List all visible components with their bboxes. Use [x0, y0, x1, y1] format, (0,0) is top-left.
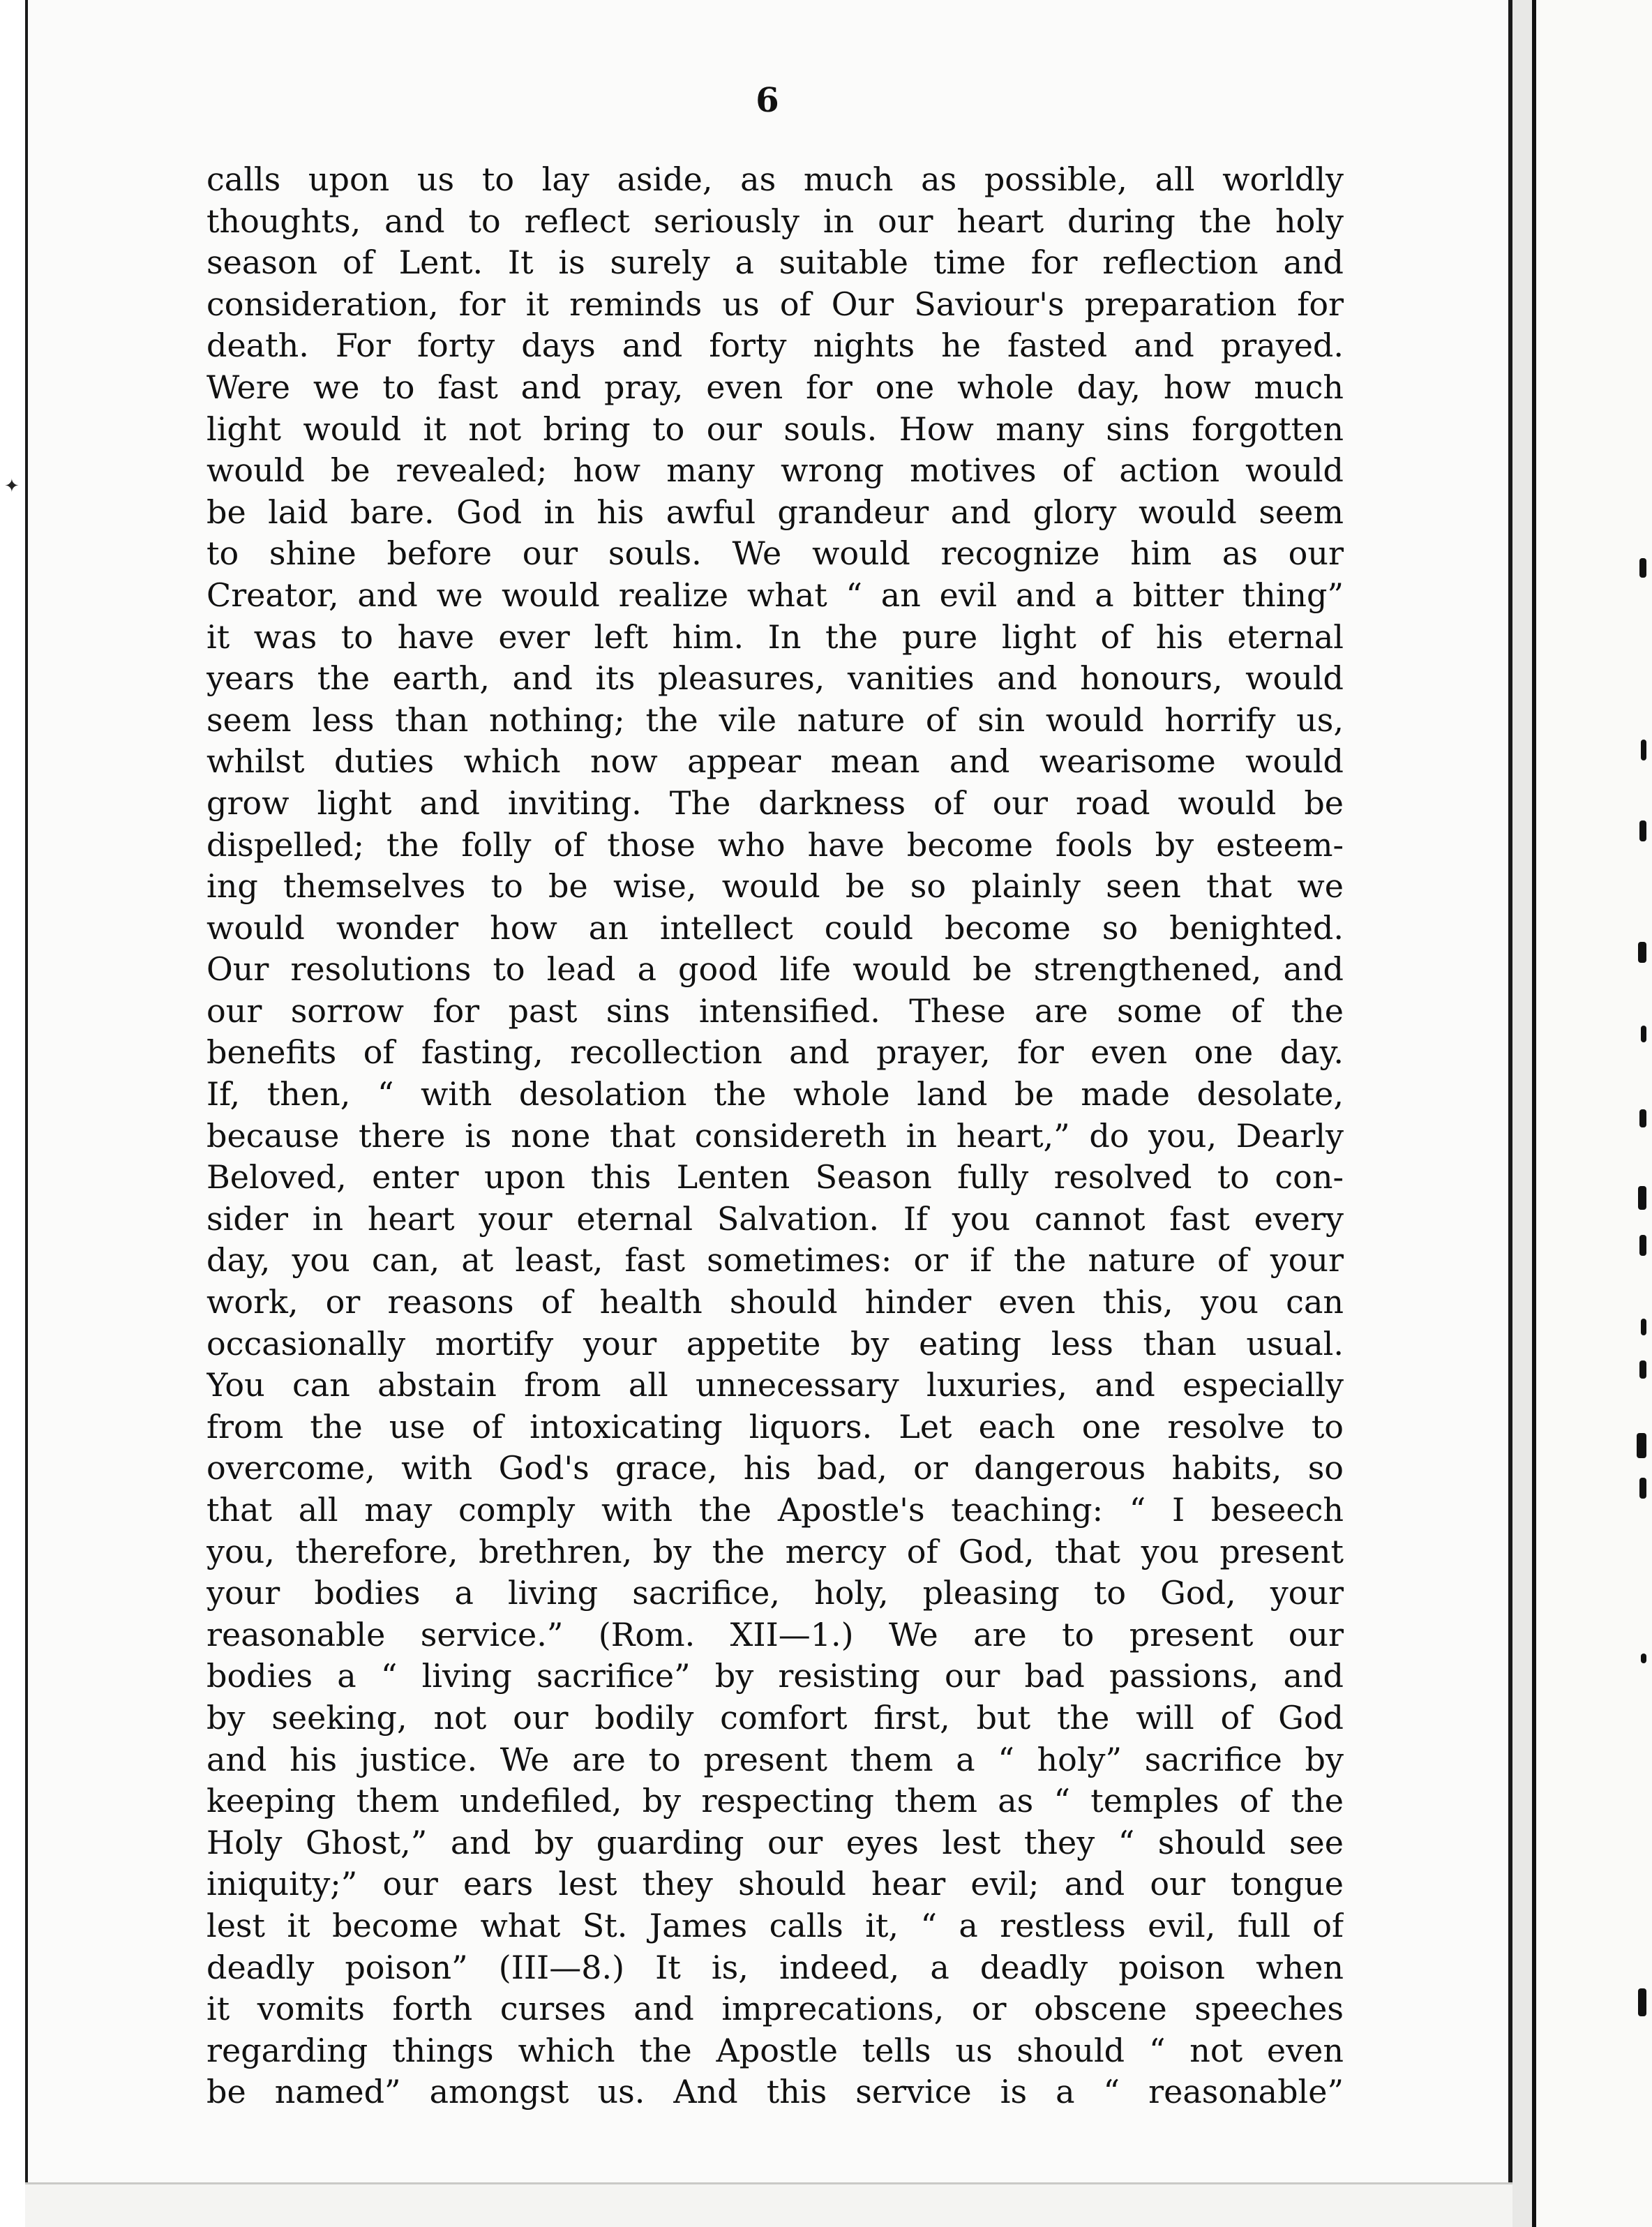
body-text	[206, 159, 1344, 2113]
next-page-edge	[1532, 0, 1652, 2227]
text-line: would be revealed; how many wrong motives of action would	[206, 451, 1344, 490]
edge-fragment	[1641, 1654, 1646, 1663]
text-line: Were we to fast and pray, even for one whole day, how much	[206, 368, 1344, 406]
text-line: and his justice. We are to present them a “ holy” sacrifice by	[206, 1740, 1344, 1778]
text-line: lest it become what St. James calls it, “ a restless evil, full of	[206, 1906, 1344, 1944]
edge-fragment	[1638, 1988, 1646, 2016]
text-line: it was to have ever left him. In the pure light of his eternal	[206, 617, 1344, 656]
text-line: regarding things which the Apostle tells us should “ not even	[206, 2031, 1344, 2069]
text-line: calls upon us to lay aside, as much as possible, all worldly	[206, 160, 1344, 198]
text-line: Holy Ghost,” and by guarding our eyes lest they “ should see	[206, 1823, 1344, 1861]
text-line: season of Lent. It is surely a suitable time for reflection and	[206, 243, 1344, 282]
text-line: you, therefore, brethren, by the mercy of God, that you present	[206, 1532, 1344, 1570]
text-line: light would it not bring to our souls. How many sins forgotten	[206, 410, 1344, 448]
text-line: seem less than nothing; the vile nature of sin would horrify us,	[206, 700, 1344, 739]
edge-fragment	[1637, 1433, 1646, 1458]
edge-fragment	[1639, 1235, 1646, 1256]
edge-fragment	[1638, 1186, 1646, 1210]
edge-fragment	[1641, 1319, 1646, 1335]
page-bottom-margin	[25, 2182, 1512, 2227]
text-line: be named” amongst us. And this service is a “ reasonable”	[206, 2073, 1344, 2111]
text-line: ing themselves to be wise, would be so plainly seen that we	[206, 867, 1344, 906]
text-line: iniquity;” our ears lest they should hear evil; and our tongue	[206, 1865, 1344, 1903]
text-line: our sorrow for past sins intensified. These are some of the	[206, 991, 1344, 1030]
text-line: to shine before our souls. We would recognize him as our	[206, 534, 1344, 573]
text-line: day, you can, at least, fast sometimes: or if the nature of your	[206, 1241, 1344, 1280]
text-line: your bodies a living sacrifice, holy, pleasing to God, your	[206, 1574, 1344, 1612]
edge-fragment	[1639, 1478, 1646, 1499]
text-line: occasionally mortify your appetite by eating less than usual.	[206, 1324, 1344, 1363]
text-line: sider in heart your eternal Salvation. If you cannot fast every	[206, 1199, 1344, 1238]
text-line: Beloved, enter upon this Lenten Season fully resolved to con-	[206, 1158, 1344, 1197]
text-line: grow light and inviting. The darkness of our road would be	[206, 783, 1344, 822]
text-line: whilst duties which now appear mean and wearisome would	[206, 742, 1344, 781]
text-line: by seeking, not our bodily comfort first, but the will of God	[206, 1698, 1344, 1737]
text-line: deadly poison” (III—8.) It is, indeed, a deadly poison when	[206, 1948, 1344, 1986]
text-line: because there is none that considereth in heart,” do you, Dearly	[206, 1116, 1344, 1155]
text-line: that all may comply with the Apostle's teaching: “ I beseech	[206, 1491, 1344, 1529]
text-line: consideration, for it reminds us of Our Saviour's preparation for	[206, 285, 1344, 323]
edge-fragment	[1639, 1360, 1646, 1379]
text-line: bodies a “ living sacrifice” by resisting our bad passions, and	[206, 1657, 1344, 1695]
text-line: dispelled; the folly of those who have become fools by esteem-	[206, 825, 1344, 864]
edge-fragment	[1639, 1109, 1646, 1127]
book-gutter	[1512, 0, 1532, 2227]
page-number: 6	[756, 81, 779, 120]
text-line: Our resolutions to lead a good life would be strengthened, and	[206, 950, 1344, 989]
text-line: thoughts, and to reflect seriously in our heart during the holy	[206, 202, 1344, 240]
text-line: You can abstain from all unnecessary luxuries, and especially	[206, 1366, 1344, 1404]
text-line: years the earth, and its pleasures, vanities and honours, would	[206, 659, 1344, 698]
text-line: from the use of intoxicating liquors. Let each one resolve to	[206, 1407, 1344, 1446]
edge-fragment	[1639, 558, 1646, 578]
text-line: keeping them undefiled, by respecting them as “ temples of the	[206, 1782, 1344, 1820]
text-line: If, then, “ with desolation the whole land be made desolate,	[206, 1075, 1344, 1114]
edge-fragment	[1641, 1026, 1646, 1042]
text-line: be laid bare. God in his awful grandeur and glory would seem	[206, 493, 1344, 531]
text-line: it vomits forth curses and imprecations, or obscene speeches	[206, 1990, 1344, 2028]
edge-fragment	[1638, 942, 1646, 963]
text-line: overcome, with God's grace, his bad, or dangerous habits, so	[206, 1449, 1344, 1487]
text-line: death. For forty days and forty nights he fasted and prayed.	[206, 327, 1344, 365]
text-line: reasonable service.” (Rom. XII—1.) We are to present our	[206, 1615, 1344, 1654]
text-line: work, or reasons of health should hinder even this, you can	[206, 1283, 1344, 1321]
text-line: Creator, and we would realize what “ an evil and a bitter thing”	[206, 576, 1344, 614]
text-line: would wonder how an intellect could become so benighted.	[206, 908, 1344, 947]
edge-fragment	[1639, 820, 1646, 841]
text-line: benefits of fasting, recollection and prayer, for even one day.	[206, 1033, 1344, 1072]
scan-speck: ✦	[4, 476, 20, 497]
edge-fragment	[1641, 740, 1646, 760]
